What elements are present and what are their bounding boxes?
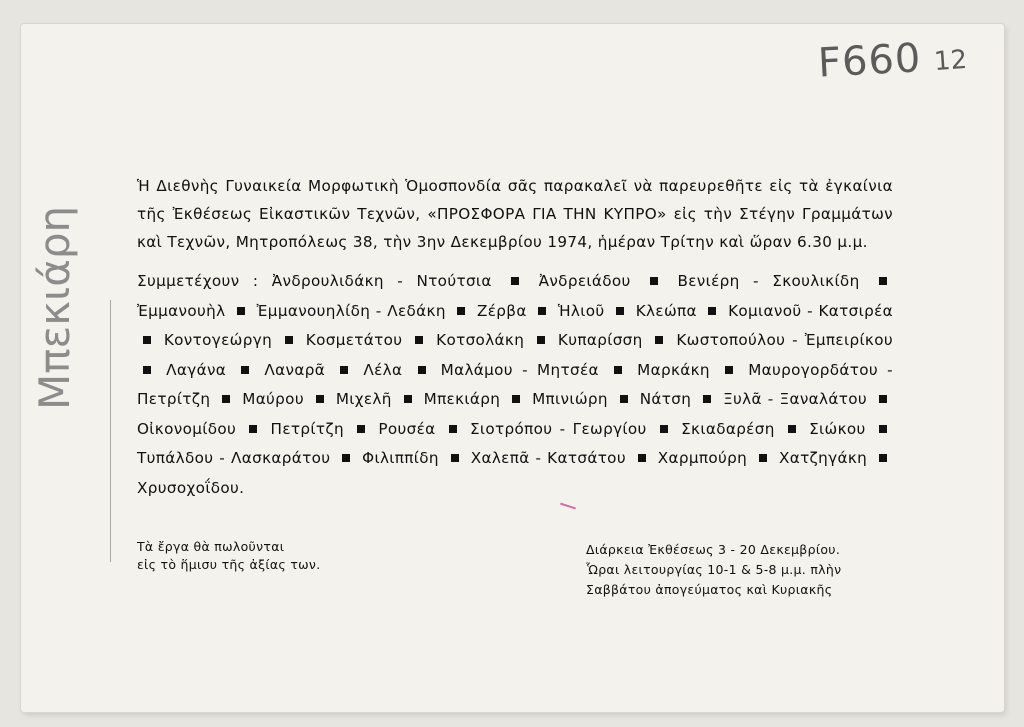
separator-square [879, 277, 887, 285]
participant-name: Χαρμπούρη [657, 449, 748, 467]
separator-square [415, 336, 423, 344]
separator-square [538, 307, 546, 315]
participant-name: Μαύρου [242, 390, 304, 408]
invitation-text: Ἡ Διεθνὴς Γυναικεία Μορφωτικὴ Ὁμοσπονδία σᾶς παρακαλεῖ νὰ παρευρεθῆτε εἰς τὰ ἐγκαίνια τῆς Ἐκθέσεως Εἰκαστικῶν Τεχνῶν, «ΠΡΟΣΦΟΡΑ ΓΙΑ ΤΗΝ ΚΥΠΡΟ» εἰς τὴν Στέγην Γραμμάτων καὶ Τεχνῶν, Μητροπόλεως 38, τὴν 3ην Δεκεμβρίου 1974, ἡμέραν Τρίτην καὶ ὥραν 6.30 μ.μ. [137, 177, 893, 251]
participant-name: Κοσμετάτου [305, 331, 403, 349]
participant-name: Ἐμμανουηλίδη - Λεδάκη [256, 301, 446, 320]
separator-square [457, 307, 465, 315]
participant-name: Μιχελῆ [335, 390, 392, 408]
participant-name: Τυπάλδου - Λασκαράτου [137, 449, 331, 467]
participant-name: Κλεώπα [635, 301, 697, 320]
separator-square [537, 336, 545, 344]
separator-square [451, 454, 459, 462]
separator-square [241, 366, 249, 374]
separator-square [222, 395, 230, 403]
participant-name: Νάτση [639, 390, 692, 408]
participant-name: Ἐμμανουὴλ [137, 301, 226, 320]
handwritten-number: 12 [932, 44, 969, 78]
separator-square [660, 425, 668, 433]
participant-name: Σκιαδαρέση [681, 419, 775, 438]
separator-square [650, 277, 658, 285]
participant-name: Μαρκάκη [637, 360, 710, 379]
participant-name: Φιλιππίδη [362, 449, 439, 467]
participant-name: Ἀνδρειάδου [538, 272, 631, 290]
participant-name: Ἀνδρουλιδάκη - Ντούτσια [271, 272, 492, 290]
participant-name: Κοτσολάκη [436, 331, 525, 349]
separator-square [616, 307, 624, 315]
participant-name: Κωστοπούλου - Ἐμπειρίκου [676, 331, 894, 349]
separator-square [725, 366, 733, 374]
separator-square [285, 336, 293, 344]
handwritten-vertical-name: Μπεκιάρη [30, 205, 79, 410]
participant-name: Λαγάνα [166, 360, 227, 379]
separator-square [511, 277, 519, 285]
separator-square [342, 454, 350, 462]
participant-name: Μπεκιάρη [423, 390, 501, 408]
participants-label: Συμμετέχουν : [137, 272, 259, 290]
participant-name: Μπινιώρη [532, 390, 608, 408]
participant-name: Ἡλιοῦ [557, 301, 605, 320]
participant-name: Οἰκονομίδου [137, 419, 237, 438]
card-body [137, 172, 893, 503]
separator-square [418, 366, 426, 374]
separator-square [759, 454, 767, 462]
handwritten-catalog-code: F660 [816, 35, 923, 87]
participant-name: Κομιανοῦ - Κατσιρέα [728, 301, 894, 320]
participant-name: Χρυσοχοΐδου. [137, 478, 245, 497]
participant-name: Πετρίτζη [270, 419, 344, 438]
exhibition-info [586, 540, 906, 600]
sale-note [137, 538, 397, 574]
participant-name: Χατζηγάκη [778, 449, 868, 467]
exhibition-hours: Ὧραι λειτουργίας 10-1 & 5-8 μ.μ. πλὴν [586, 562, 842, 577]
separator-square [340, 366, 348, 374]
participant-name: Σιώκου [809, 419, 866, 438]
participant-name: Βενιέρη - Σκουλικίδη [677, 272, 860, 290]
participant-name: Μαλάμου - Μητσέα [440, 360, 599, 379]
separator-square [879, 395, 887, 403]
separator-square [708, 307, 716, 315]
separator-square [143, 336, 151, 344]
separator-square [316, 395, 324, 403]
sale-note-line-2: εἰς τὸ ἥμισυ τῆς ἀξίας των. [137, 557, 321, 572]
participant-name: Σιοτρόπου - Γεωργίου [469, 419, 647, 438]
separator-square [404, 395, 412, 403]
separator-square [237, 307, 245, 315]
handwritten-underline [110, 300, 111, 562]
separator-square [357, 425, 365, 433]
participant-name: Ζέρβα [476, 301, 527, 320]
separator-square [788, 425, 796, 433]
separator-square [620, 395, 628, 403]
separator-square [512, 395, 520, 403]
participant-name: Λέλα [363, 360, 403, 379]
participants-list [137, 267, 893, 503]
participant-name: Χαλεπᾶ - Κατσάτου [470, 449, 626, 467]
separator-square [655, 336, 663, 344]
separator-square [703, 395, 711, 403]
participant-name: Κυπαρίσση [557, 331, 643, 349]
participant-name: Μαυρογορδάτου - Πετρίτζη [137, 360, 893, 408]
participant-name: Κοντογεώργη [163, 331, 273, 349]
participant-items [137, 272, 893, 497]
separator-square [614, 366, 622, 374]
exhibition-closed-days: Σαββάτου ἀπογεύματος καὶ Κυριακῆς [586, 582, 833, 597]
participant-name: Λαναρᾶ [264, 360, 326, 379]
separator-square [143, 366, 151, 374]
exhibition-duration: Διάρκεια Ἐκθέσεως 3 - 20 Δεκεμβρίου. [586, 542, 841, 557]
separator-square [638, 454, 646, 462]
separator-square [449, 425, 457, 433]
participant-name: Ρουσέα [378, 419, 436, 438]
separator-square [879, 454, 887, 462]
participant-name: Ξυλᾶ - Ξαναλάτου [723, 390, 868, 408]
separator-square [879, 425, 887, 433]
sale-note-line-1: Τὰ ἔργα θὰ πωλοῦνται [137, 539, 285, 554]
separator-square [249, 425, 257, 433]
